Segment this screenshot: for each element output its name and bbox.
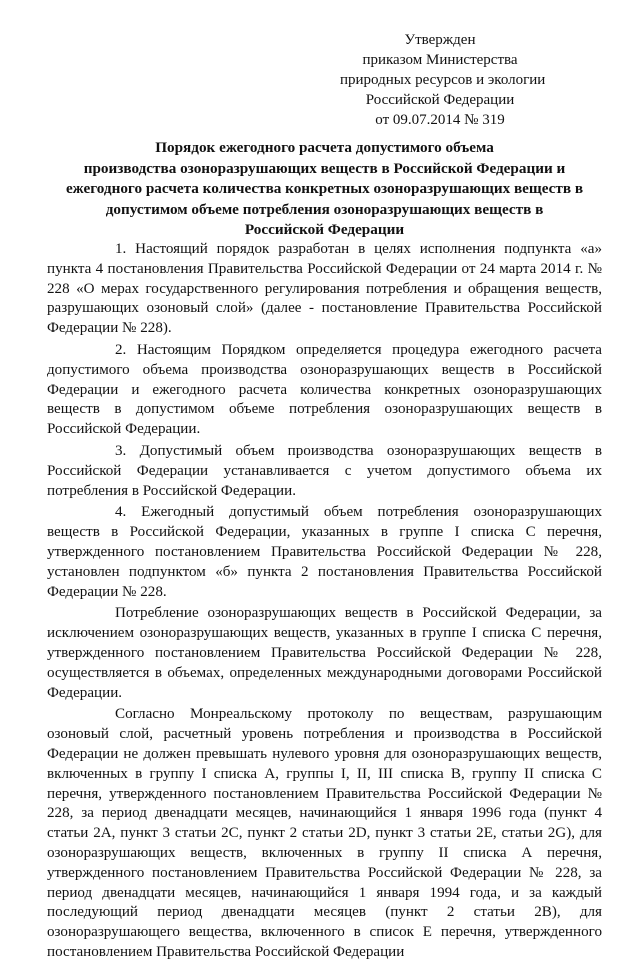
title-line: производства озоноразрушающих веществ в Российской Федерации и: [83, 159, 566, 177]
approval-line: природных ресурсов и экологии: [340, 72, 546, 88]
paragraph-montreal-protocol: Согласно Монреальскому протоколу по веществам, разрушающим озоновый слой, расчетный уровень потребления и производства в Российской Федерации не должен превышать нулевого уровня для озоноразрушающих веществ, включенных в группу I списка А, группы I, II, III списка В, группу II списка С перечня, утвержденного постановлением Правительства Российской Федерации № 228, за период двенадцати месяцев, начинающийся 1 января 1996 года (пункт 4 статьи 2А, пункт 3 статьи 2С, пункт 2 статьи 2D, пункт 3 статьи 2Е, статьи 2G), для озоноразрушающих веществ, включенных в группу II списка А перечня, утвержденного постановлением Правительства Российской Федерации № 228, за период двенадцати месяцев, начинающийся 1 января 1994 года, и за каждый последующий период двенадцати месяцев (пункт 2 статьи 2В), для озоноразрушающего вещества, включенного в список Е перечня, утвержденного постановлением Правительства Российской Федерации: [47, 706, 602, 960]
document-body: [47, 240, 602, 965]
approval-date-number: от 09.07.2014 № 319: [375, 112, 505, 128]
title-line: допустимом объеме потребления озоноразрушающих веществ в: [105, 200, 544, 218]
paragraph-3: 3. Допустимый объем производства озоноразрушающих веществ в Российской Федерации устанавливается с учетом допустимого объема их потребления в Российской Федерации.: [47, 442, 602, 499]
title-line: ежегодного расчета количества конкретных озоноразрушающих веществ в: [65, 180, 584, 197]
approval-line: приказом Министерства: [362, 52, 518, 68]
approval-line: Утвержден: [404, 32, 476, 48]
paragraph-2: 2. Настоящим Порядком определяется процедура ежегодного расчета допустимого объема производства озоноразрушающих веществ в Российской Федерации и ежегодного расчета количества конкретных озоноразрушающих веществ в допустимом объеме потребления озоноразрушающих веществ в Российской Федерации.: [47, 341, 602, 438]
approval-line: Российской Федерации: [365, 92, 515, 108]
paragraph-1: 1. Настоящий порядок разработан в целях исполнения подпункта «а» пункта 4 постановления Правительства Российской Федерации от 24 марта 2014 г. № 228 «О мерах государственного регулирования потребления и обращения веществ, разрушающих озоновый слой» (далее - постановление Правительства Российской Федерации № 228).: [47, 241, 602, 337]
title-line: Порядок ежегодного расчета допустимого объема: [155, 139, 494, 156]
paragraph-4: 4. Ежегодный допустимый объем потребления озоноразрушающих веществ в Российской Федерации, указанных в группе I списка С перечня, утвержденного постановлением Правительства Российской Федерации № 228, установлен подпунктом «б» пункта 2 постановления Правительства Российской Федерации № 228.: [47, 504, 602, 600]
title-line: Российской Федерации: [244, 221, 405, 238]
document-title: [47, 138, 602, 241]
approval-stamp: [340, 30, 546, 130]
paragraph-consumption: Потребление озоноразрушающих веществ в Российской Федерации, за исключением озоноразрушающих веществ, указанных в группе I списка С перечня, утвержденного постановлением Правительства Российской Федерации № 228, осуществляется в объемах, определенных международными договорами Российской Федерации.: [47, 605, 602, 701]
